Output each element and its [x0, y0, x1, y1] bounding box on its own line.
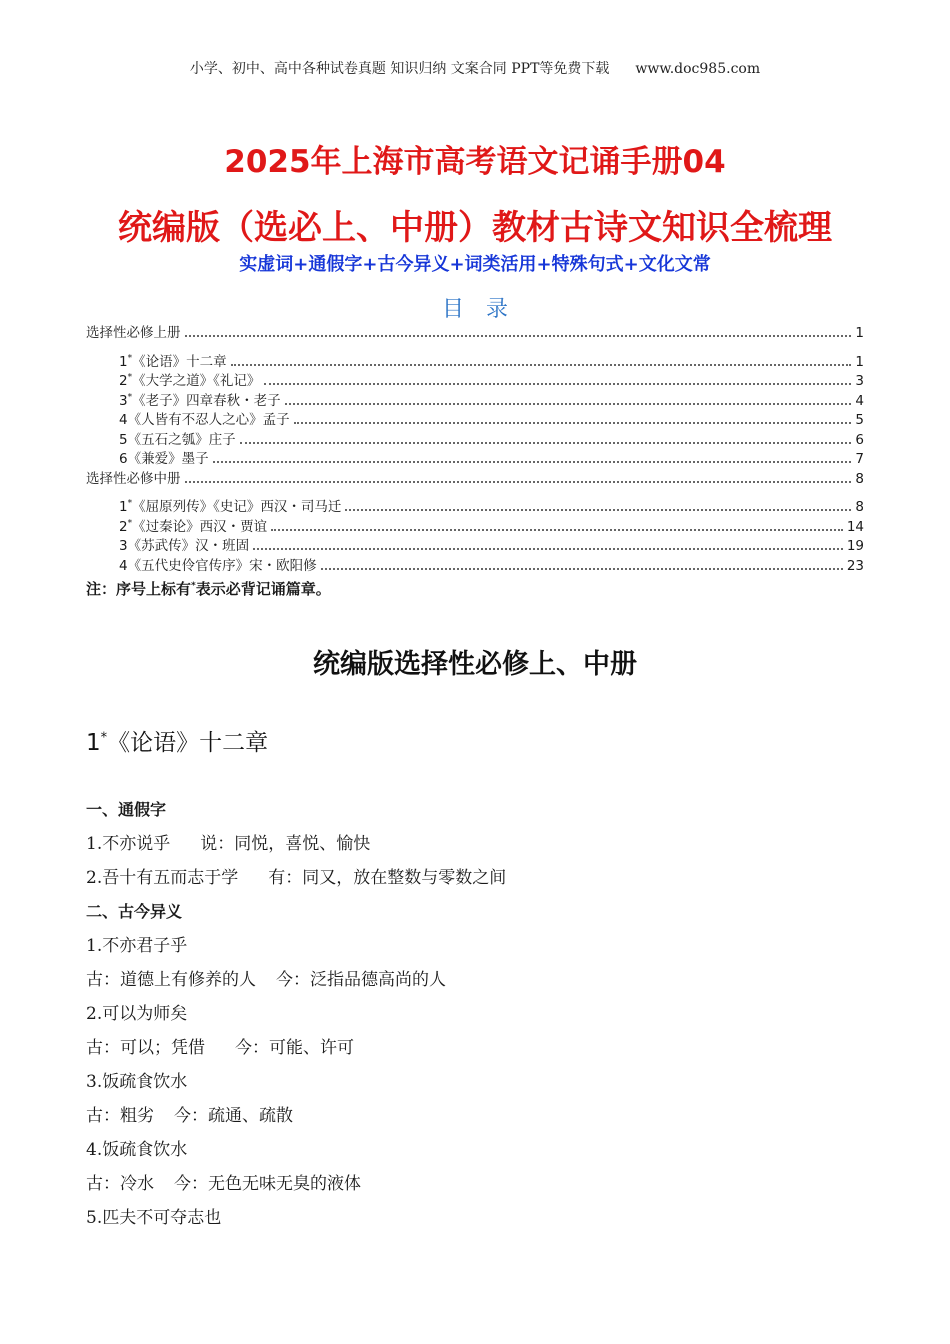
toc-leader	[321, 568, 843, 570]
heading-gujin: 二、古今异义	[86, 902, 183, 921]
table-of-contents	[86, 324, 864, 576]
note	[86, 578, 331, 599]
list-item: 古：粗劣 今：疏通、疏散	[86, 1106, 293, 1126]
toc-page-number: 8	[855, 499, 864, 515]
toc-entry[interactable]	[86, 518, 864, 538]
toc-entry-label: 1*《屈原列传》《史记》西汉・司马迁	[119, 498, 342, 515]
list-item: 古：道德上有修养的人 今：泛指品德高尚的人	[86, 970, 446, 990]
toc-entry[interactable]	[86, 431, 864, 451]
toc-page-number: 1	[855, 325, 864, 341]
toc-entry[interactable]	[86, 498, 864, 518]
list-item: 1.不亦说乎 说：同悦，喜悦、愉快	[86, 834, 371, 854]
note-after: 表示必背记诵篇章。	[195, 580, 331, 598]
toc-page-number: 23	[846, 557, 864, 574]
chapter-num: 1	[86, 730, 101, 756]
toc-entry-label: 2*《大学之道》《礼记》	[119, 372, 261, 389]
toc-entry-label: 4《人皆有不忍人之心》孟子	[119, 412, 290, 428]
toc-leader	[185, 335, 852, 337]
toc-entry-label: 6《兼爱》墨子	[119, 451, 209, 467]
toc-leader	[253, 548, 843, 550]
toc-entry[interactable]	[86, 372, 864, 392]
toc-page-number: 1	[855, 353, 864, 370]
note-before: 注：序号上标有	[86, 580, 192, 598]
toc-entry-label: 2*《过秦论》西汉・贾谊	[119, 518, 268, 535]
list-item: 2.吾十有五而志于学 有：同又，放在整数与零数之间	[86, 868, 507, 888]
header-url[interactable]: www.doc985.com	[635, 61, 761, 77]
toc-page-number: 6	[855, 431, 864, 448]
toc-page-number: 8	[855, 470, 864, 487]
toc-entry[interactable]	[86, 450, 864, 470]
list-item: 古：可以；凭借 今：可能、许可	[86, 1038, 354, 1058]
topic-line: 实虚词+通假字+古今异义+词类活用+特殊句式+文化文常	[239, 254, 711, 275]
toc-page-number: 4	[855, 392, 864, 409]
toc-leader	[264, 383, 851, 385]
toc-entry[interactable]	[86, 324, 864, 344]
toc-entry[interactable]	[86, 411, 864, 431]
toc-entry[interactable]	[86, 470, 864, 490]
toc-leader	[345, 509, 851, 511]
document-subtitle: 统编版（选必上、中册）教材古诗文知识全梳理	[118, 208, 832, 248]
toc-entry-label: 3《苏武传》汉・班固	[119, 538, 250, 554]
toc-entry[interactable]	[86, 557, 864, 577]
toc-page-number: 7	[855, 451, 864, 467]
toc-entry-label: 5《五石之瓠》庄子	[119, 431, 236, 448]
list-item: 古：冷水 今：无色无味无臭的液体	[86, 1174, 361, 1194]
toc-entry-label: 1*《论语》十二章	[119, 353, 227, 370]
toc-leader	[240, 442, 852, 444]
toc-entry-label: 3*《老子》四章春秋・老子	[119, 392, 281, 409]
heading-tongjia: 一、通假字	[86, 800, 167, 819]
chapter-name: 《论语》十二章	[107, 730, 269, 756]
list-item: 2.可以为师矣	[86, 1004, 188, 1024]
toc-heading: 目录	[441, 297, 530, 322]
toc-entry-label: 4《五代史伶官传序》宋・欧阳修	[119, 557, 317, 574]
chapter-body	[86, 793, 866, 1235]
site-header	[0, 58, 950, 78]
chapter-title	[86, 724, 268, 757]
toc-page-number: 5	[855, 412, 864, 428]
toc-leader	[285, 403, 852, 405]
chapter-star: *	[100, 730, 108, 746]
toc-entry[interactable]	[86, 392, 864, 412]
list-item: 1.不亦君子乎	[86, 936, 188, 956]
toc-leader	[185, 481, 852, 483]
list-item: 5.匹夫不可夺志也	[86, 1208, 222, 1228]
toc-entry[interactable]	[86, 537, 864, 557]
toc-entry[interactable]	[86, 353, 864, 373]
document-title: 2025年上海市高考语文记诵手册04	[224, 144, 726, 180]
toc-page-number: 3	[855, 373, 864, 389]
toc-leader	[231, 364, 852, 366]
list-item: 3.饭疏食饮水	[86, 1072, 188, 1092]
note-star: *	[191, 581, 196, 591]
toc-page-number: 14	[846, 518, 864, 535]
toc-leader	[271, 529, 843, 531]
toc-entry-label: 选择性必修上册	[86, 325, 181, 341]
toc-page-number: 19	[846, 538, 864, 554]
toc-entry-label: 选择性必修中册	[86, 470, 181, 487]
section-title: 统编版选择性必修上、中册	[313, 649, 637, 680]
list-item: 4.饭疏食饮水	[86, 1140, 188, 1160]
toc-leader	[294, 422, 852, 424]
header-text: 小学、初中、高中各种试卷真题 知识归纳 文案合同 PPT等免费下载	[189, 61, 610, 77]
toc-leader	[213, 461, 852, 463]
